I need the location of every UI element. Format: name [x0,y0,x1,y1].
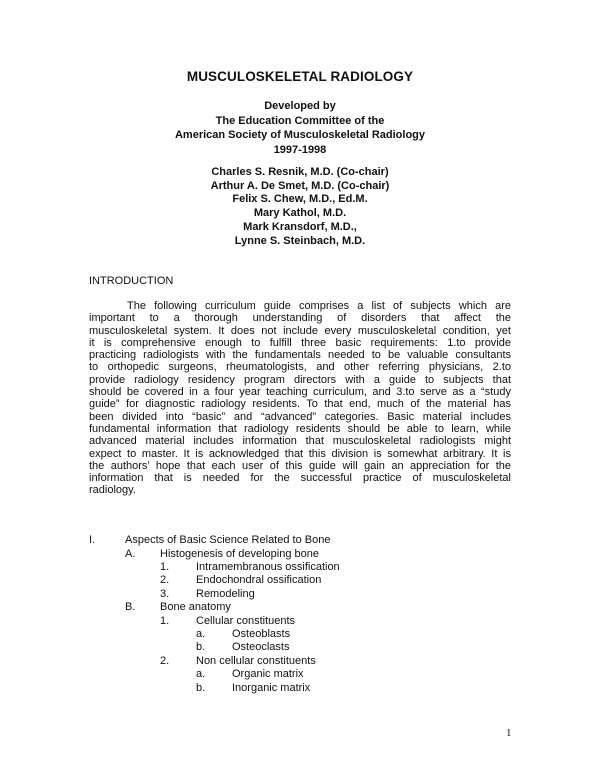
paragraph-line: The following curriculum guide comprises a list of subjects which are [127,300,511,312]
paragraph-line: important to a thorough understanding of disorders that affect the [89,312,511,325]
outline-text: Osteoclasts [232,641,290,653]
author-name: Charles S. Resnik, M.D. (Co-chair) [211,166,389,178]
outline-text: Aspects of Basic Science Related to Bone [125,534,331,546]
outline-text: Intramembranous ossification [196,561,340,573]
developed-by-block [0,99,600,157]
outline-text: Histogenesis of developing bone [160,548,320,560]
outline-text: Osteoblasts [232,628,291,640]
paragraph-line: provide radiology residency program directors with a guide to subjects that [89,373,511,386]
outline-marker: a. [196,628,206,640]
paragraph-line: information that is needed for the successful practice of musculoskeletal [89,472,511,485]
paragraph-line: expect to master. It is acknowledged that this division is somewhat arbitrary. It is [89,447,511,460]
outline-marker: 2. [160,655,170,667]
outline-marker: b. [196,641,206,653]
developed-line: Developed by [264,100,336,112]
paragraph-line: been divided into “basic” and “advanced” categories. Basic material includes [89,410,511,423]
author-name: Mark Kransdorf, M.D., [243,220,357,233]
outline-marker: 1. [160,561,170,573]
paragraph-line: fundamental information that radiology residents should be able to learn, while [89,422,511,435]
paragraph-line: to orthopedic surgeons, rheumatologists, and other referring physicians, 2.to [89,361,511,374]
outline-text: Bone anatomy [160,601,231,613]
outline-marker: A. [125,548,136,560]
introduction-heading: INTRODUCTION [89,275,174,287]
outline-marker: 3. [160,588,170,600]
author-name: Arthur A. De Smet, M.D. (Co-chair) [210,179,390,192]
developed-line: The Education Committee of the [215,114,385,127]
outline-text: Remodeling [196,588,255,600]
outline-text: Organic matrix [232,668,304,680]
outline-text: Inorganic matrix [232,682,311,694]
author-name: Lynne S. Steinbach, M.D. [234,234,366,247]
paragraph-line: practicing radiologists with the fundamentals needed to be valuable consultants [89,349,511,362]
author-name: Felix S. Chew, M.D., Ed.M. [232,193,368,206]
authors-block [0,166,600,248]
paragraph-line: it is comprehensive enough to fulfill three basic requirements: 1.to provide [89,336,511,349]
author-name: Mary Kathol, M.D. [253,207,347,220]
developed-line: 1997-1998 [273,143,327,156]
outline-marker: b. [196,682,206,694]
developed-line: American Society of Musculoskeletal Radiology [174,129,425,142]
paragraph-line: guide” for diagnostic radiology residents. To that end, much of the material has [89,398,511,411]
outline-text: Non cellular constituents [196,655,316,667]
outline-text: Cellular constituents [196,615,296,627]
page-number: 1 [506,727,512,739]
paragraph-line: radiology. [89,484,136,497]
document-title: MUSCULOSKELETAL RADIOLOGY [186,69,414,84]
outline-marker: I. [89,534,96,546]
outline-marker: B. [125,601,136,613]
outline-marker: 2. [160,574,170,586]
paragraph-line: should be covered in a four year teaching curriculum, and 3.to serve as a “study [89,386,511,399]
outline-marker: a. [196,668,206,680]
outline-text: Endochondral ossification [196,574,322,586]
paragraph-line: musculoskeletal system. It does not include every musculoskeletal condition, yet [89,324,511,337]
paragraph-line: the authors’ hope that each user of this guide will gain an appreciation for the [89,459,511,472]
paragraph-line: advanced material includes information that musculoskeletal radiologists might [89,435,511,448]
introduction-paragraph [89,300,511,497]
outline-marker: 1. [160,615,170,627]
